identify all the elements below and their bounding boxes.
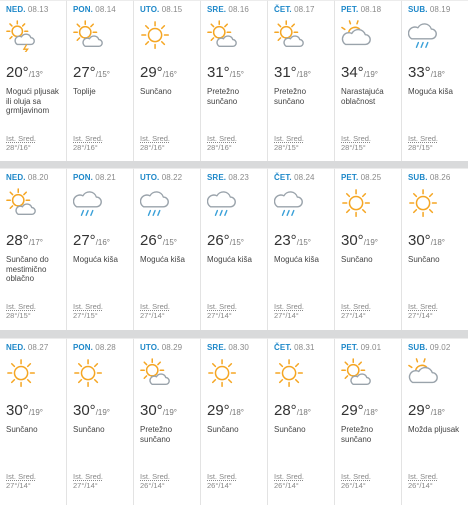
historical-average [140,134,170,152]
day-header [274,173,334,182]
day-date: 08.14 [95,5,116,14]
day-header [140,343,200,352]
historical-average [341,302,371,320]
temp-low: /17° [28,238,44,247]
day-card[interactable] [402,168,468,330]
day-date: 08.27 [27,343,49,352]
historical-average-label[interactable]: Ist. Sred. [73,134,104,143]
historical-average-label[interactable]: Ist. Sred. [274,302,305,311]
historical-average [6,302,36,320]
historical-average-label[interactable]: Ist. Sred. [207,472,238,481]
temp-low: /16° [162,70,178,79]
weather-description: Sunčano [140,87,172,96]
historical-average [207,302,237,320]
temperature [408,232,445,250]
temp-high: 23° [274,232,297,249]
day-name: SRE. [207,343,227,352]
temperature [341,402,378,420]
temperature [341,232,378,250]
temp-low: /16° [95,238,111,247]
temp-high: 29° [341,402,364,419]
temp-low: /15° [296,238,312,247]
weather-description: Sunčano [274,425,306,434]
historical-average-label[interactable]: Ist. Sred. [140,472,171,481]
temp-low: /18° [430,408,446,417]
temp-high: 27° [73,64,96,81]
temp-low: /13° [28,70,44,79]
historical-average-value: 28°/15° [341,143,366,152]
day-name: ČET. [274,343,292,352]
historical-average-value: 27°/14° [73,481,98,490]
historical-average-label[interactable]: Ist. Sred. [341,302,372,311]
weather-description: Toplije [73,87,96,96]
historical-average [274,134,304,152]
weather-description: Sunčano [73,425,105,434]
historical-average-label[interactable]: Ist. Sred. [408,302,439,311]
temperature [73,232,110,250]
temp-high: 29° [207,402,230,419]
temp-low: /15° [95,70,111,79]
weather-description: Moguća kiša [408,87,453,96]
cloud-sun-icon [408,358,440,390]
sun-icon [274,358,306,390]
historical-average [341,134,371,152]
day-header [73,173,133,182]
temp-low: /18° [296,408,312,417]
sun-icon [73,358,105,390]
day-name: SUB. [408,343,428,352]
day-card[interactable] [67,338,134,505]
historical-average-label[interactable]: Ist. Sred. [73,472,104,481]
day-date: 08.25 [360,173,382,182]
historical-average-value: 28°/16° [73,143,98,152]
historical-average-value: 28°/15° [6,311,31,320]
weather-description: Pretežno sunčano [140,425,173,444]
temperature [6,402,43,420]
day-card[interactable] [67,0,134,161]
day-card[interactable] [268,0,335,161]
temperature [207,232,244,250]
week-separator [0,330,468,338]
day-date: 08.21 [95,173,116,182]
temp-high: 26° [207,232,230,249]
historical-average-value: 26°/14° [341,481,366,490]
sun-cloud-icon [6,188,38,220]
day-card[interactable] [67,168,134,330]
temperature [274,232,311,250]
historical-average [207,472,237,490]
temp-high: 28° [6,232,29,249]
weather-description: Mogući pljusak ili oluja sa grmljavinom [6,87,59,115]
temp-high: 34° [341,64,364,81]
cloud-sun-icon [341,20,373,52]
day-name: ČET. [274,173,292,182]
day-header [341,343,401,352]
forecast-week [0,0,468,161]
temp-high: 31° [207,64,230,81]
day-card[interactable] [335,338,402,505]
day-card[interactable] [335,0,402,161]
temp-low: /18° [229,408,245,417]
day-header [341,173,401,182]
day-date: 08.17 [294,5,315,14]
historical-average-label[interactable]: Ist. Sred. [408,472,439,481]
temp-low: /15° [162,238,178,247]
day-card[interactable] [201,0,268,161]
day-date: 08.16 [228,5,249,14]
historical-average-label[interactable]: Ist. Sred. [274,134,305,143]
day-date: 08.30 [228,343,249,352]
day-date: 08.22 [161,173,183,182]
day-header [6,173,66,182]
temp-low: /19° [363,238,379,247]
historical-average-label[interactable]: Ist. Sred. [341,472,372,481]
day-name: SRE. [207,5,227,14]
temp-low: /18° [430,238,446,247]
sun-cloud-thunder-icon [6,20,38,52]
weather-description: Sunčano do mestimično oblačno [6,255,49,283]
sun-cloud-icon [274,20,306,52]
temperature [140,232,177,250]
temp-high: 31° [274,64,297,81]
historical-average-label[interactable]: Ist. Sred. [207,134,238,143]
day-card[interactable] [201,338,268,505]
historical-average [408,472,438,490]
historical-average-label[interactable]: Ist. Sred. [341,134,372,143]
temp-low: /19° [162,408,178,417]
weather-description: Možda pljusak [408,425,460,434]
day-header [73,5,133,14]
sun-cloud-icon [140,358,172,390]
weather-description: Moguća kiša [140,255,185,264]
temp-high: 28° [274,402,297,419]
historical-average-value: 27°/15° [73,311,98,320]
historical-average-value: 26°/14° [408,481,433,490]
temperature [73,64,110,82]
historical-average [274,302,304,320]
historical-average [207,134,237,152]
day-name: PON. [73,5,93,14]
temperature [408,64,445,82]
day-header [408,343,468,352]
historical-average-value: 28°/15° [408,143,433,152]
temp-high: 30° [73,402,96,419]
day-card[interactable] [201,168,268,330]
historical-average [6,134,36,152]
historical-average [73,472,103,490]
day-date: 09.02 [429,343,451,352]
weather-description: Sunčano [207,425,239,434]
day-name: SRE. [207,173,227,182]
historical-average-label[interactable]: Ist. Sred. [6,302,37,311]
weather-description: Moguća kiša [207,255,252,264]
sun-icon [207,358,239,390]
day-card[interactable] [134,168,201,330]
temp-high: 20° [6,64,29,81]
temp-high: 30° [408,232,431,249]
historical-average-value: 27°/14° [207,311,232,320]
temp-low: /15° [229,238,245,247]
historical-average-label[interactable]: Ist. Sred. [6,134,37,143]
day-date: 09.01 [360,343,382,352]
historical-average-value: 26°/14° [140,481,165,490]
temperature [274,402,311,420]
historical-average-value: 27°/14° [6,481,31,490]
day-card[interactable] [268,338,335,505]
temperature [207,64,244,82]
historical-average-value: 26°/14° [274,481,299,490]
day-header [408,5,468,14]
temperature [6,232,43,250]
sun-icon [341,188,373,220]
day-name: SUB. [408,5,428,14]
day-name: PON. [73,343,93,352]
day-card[interactable] [0,0,67,161]
day-header [140,5,200,14]
temp-high: 30° [341,232,364,249]
day-header [341,5,401,14]
day-date: 08.31 [294,343,315,352]
historical-average-label[interactable]: Ist. Sred. [408,134,439,143]
weather-description: Sunčano [408,255,440,264]
day-card[interactable] [0,168,67,330]
temp-high: 30° [140,402,163,419]
historical-average [341,472,371,490]
rain-cloud-icon [274,188,306,220]
historical-average-label[interactable]: Ist. Sred. [6,472,37,481]
day-card[interactable] [402,338,468,505]
forecast-week [0,338,468,505]
temp-low: /18° [296,70,312,79]
day-header [408,173,468,182]
weather-description: Sunčano [6,425,38,434]
day-date: 08.19 [429,5,451,14]
historical-average [6,472,36,490]
historical-average-value: 26°/14° [207,481,232,490]
day-name: NED. [6,5,26,14]
historical-average [140,302,170,320]
historical-average [140,472,170,490]
day-header [6,5,66,14]
day-date: 08.18 [360,5,382,14]
historical-average [274,472,304,490]
day-header [140,173,200,182]
day-date: 08.15 [161,5,183,14]
weather-description: Pretežno sunčano [341,425,374,444]
forecast-week [0,168,468,330]
day-name: UTO. [140,5,160,14]
day-date: 08.20 [27,173,49,182]
sun-icon [140,20,172,52]
day-date: 08.29 [161,343,183,352]
temp-low: /19° [95,408,111,417]
temp-low: /18° [363,408,379,417]
day-card[interactable] [134,0,201,161]
day-date: 08.28 [95,343,116,352]
temp-low: /18° [430,70,446,79]
historical-average [408,302,438,320]
day-card[interactable] [134,338,201,505]
historical-average [408,134,438,152]
rain-cloud-icon [408,20,440,52]
historical-average-value: 28°/16° [140,143,165,152]
day-date: 08.24 [294,173,315,182]
historical-average-value: 27°/14° [140,311,165,320]
rain-cloud-icon [207,188,239,220]
day-card[interactable] [0,338,67,505]
day-card[interactable] [268,168,335,330]
historical-average-value: 28°/16° [207,143,232,152]
temp-high: 27° [73,232,96,249]
temp-low: /15° [229,70,245,79]
temperature [6,64,43,82]
temperature [140,402,177,420]
day-name: SUB. [408,173,428,182]
day-date: 08.13 [27,5,49,14]
sun-icon [408,188,440,220]
temperature [408,402,445,420]
historical-average-value: 27°/14° [341,311,366,320]
historical-average-value: 28°/16° [6,143,31,152]
historical-average-label[interactable]: Ist. Sred. [140,134,171,143]
temp-low: /19° [28,408,44,417]
day-header [274,5,334,14]
weather-description: Sunčano [341,255,373,264]
day-date: 08.26 [429,173,451,182]
day-name: UTO. [140,173,160,182]
day-card[interactable] [402,0,468,161]
sun-cloud-icon [207,20,239,52]
temp-low: /19° [363,70,379,79]
day-header [274,343,334,352]
temperature [274,64,311,82]
day-card[interactable] [335,168,402,330]
sun-cloud-icon [73,20,105,52]
temperature [140,64,177,82]
historical-average-label[interactable]: Ist. Sred. [207,302,238,311]
temp-high: 26° [140,232,163,249]
day-header [207,173,267,182]
temp-high: 29° [408,402,431,419]
rain-cloud-icon [140,188,172,220]
day-header [6,343,66,352]
day-name: PET. [341,173,359,182]
weather-description: Pretežno sunčano [207,87,240,106]
temperature [207,402,244,420]
historical-average-value: 28°/15° [274,143,299,152]
day-date: 08.23 [228,173,249,182]
weather-description: Narastajuća oblačnost [341,87,384,106]
day-name: ČET. [274,5,292,14]
weather-description: Pretežno sunčano [274,87,307,106]
day-name: NED. [6,343,26,352]
temp-high: 33° [408,64,431,81]
historical-average [73,134,103,152]
historical-average-label[interactable]: Ist. Sred. [274,472,305,481]
temp-high: 30° [6,402,29,419]
rain-cloud-icon [73,188,105,220]
historical-average-label[interactable]: Ist. Sred. [73,302,104,311]
weather-description: Moguća kiša [274,255,319,264]
day-name: NED. [6,173,26,182]
day-name: UTO. [140,343,160,352]
sun-icon [6,358,38,390]
day-header [207,5,267,14]
temp-high: 29° [140,64,163,81]
historical-average-value: 27°/14° [408,311,433,320]
temperature [341,64,378,82]
day-header [207,343,267,352]
day-name: PON. [73,173,93,182]
historical-average-value: 27°/14° [274,311,299,320]
sun-cloud-icon [341,358,373,390]
weather-description: Moguća kiša [73,255,118,264]
historical-average [73,302,103,320]
day-name: PET. [341,343,359,352]
day-header [73,343,133,352]
historical-average-label[interactable]: Ist. Sred. [140,302,171,311]
day-name: PET. [341,5,359,14]
temperature [73,402,110,420]
